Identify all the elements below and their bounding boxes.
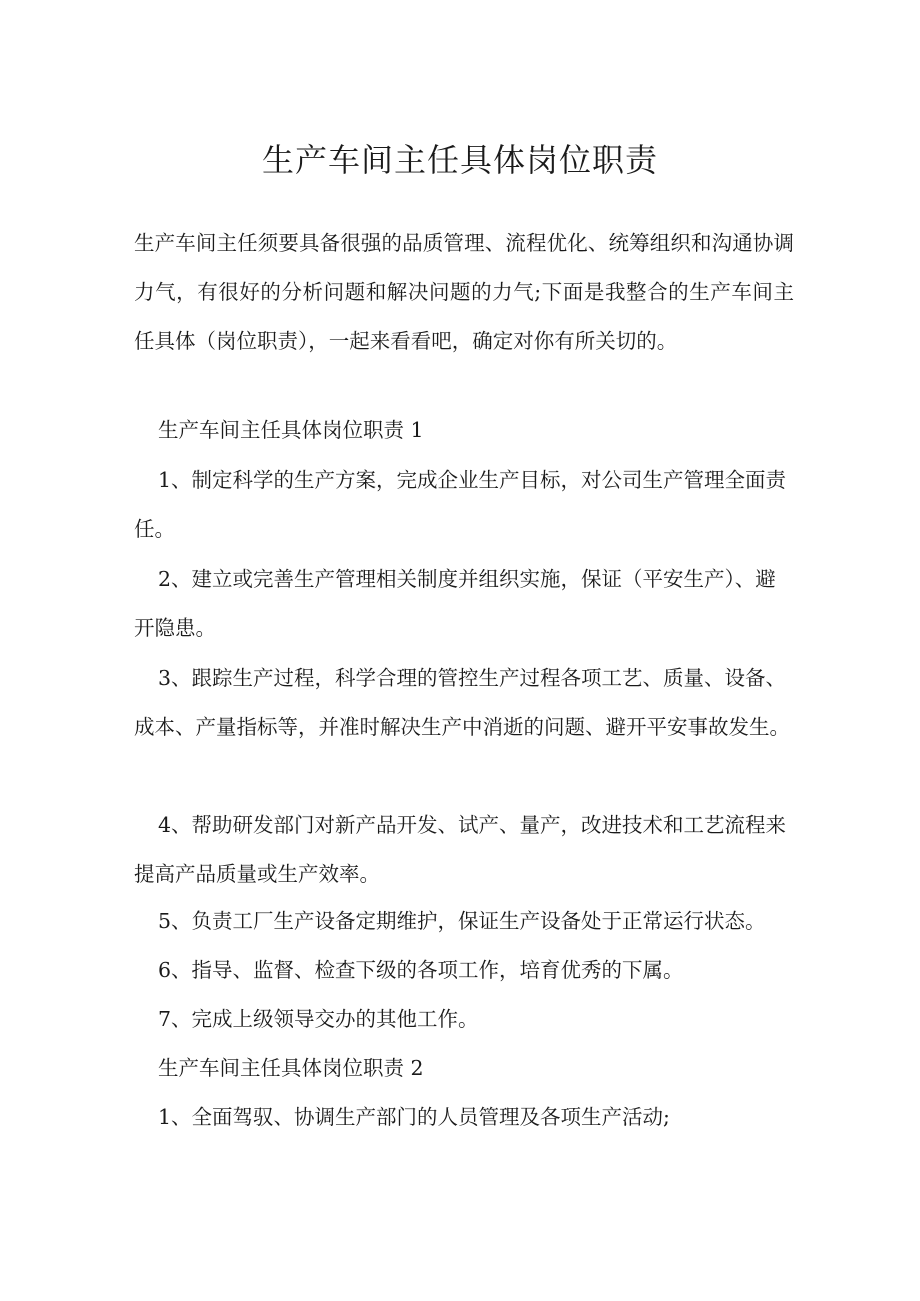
duty-item-1-2: 2、建立或完善生产管理相关制度并组织实施，保证（平安生产）、避开隐患。: [134, 567, 776, 640]
duty-item-1-3: 3、跟踪生产过程，科学合理的管控生产过程各项工艺、质量、设备、成本、产量指标等，并准时解决生产中消逝的问题、避开平安事故发生。: [134, 666, 790, 739]
duty-item-2-1: 1、全面驾驭、协调生产部门的人员管理及各项生产活动;: [158, 1105, 670, 1129]
section-heading-1: 生产车间主任具体岗位职责 1: [158, 418, 424, 442]
page-title: 生产车间主任具体岗位职责: [261, 141, 658, 179]
duty-item-1-7: 7、完成上级领导交办的其他工作。: [158, 1007, 479, 1031]
intro-paragraph: 生产车间主任须要具备很强的品质管理、流程优化、统筹组织和沟通协调力气，有很好的分析问题和解决问题的力气;下面是我整合的生产车间主任具体（岗位职责），一起来看看吧，确定对你有所关切的。: [134, 231, 794, 353]
duty-item-1-5: 5、负责工厂生产设备定期维护，保证生产设备处于正常运行状态。: [158, 909, 766, 933]
duty-item-1-4: 4、帮助研发部门对新产品开发、试产、量产，改进技术和工艺流程来提高产品质量或生产效率。: [134, 813, 787, 886]
duty-item-1-1: 1、制定科学的生产方案，完成企业生产目标，对公司生产管理全面责任。: [134, 468, 787, 541]
section-heading-2: 生产车间主任具体岗位职责 2: [158, 1056, 424, 1080]
duty-item-1-6: 6、指导、监督、检查下级的各项工作，培育优秀的下属。: [158, 958, 684, 982]
